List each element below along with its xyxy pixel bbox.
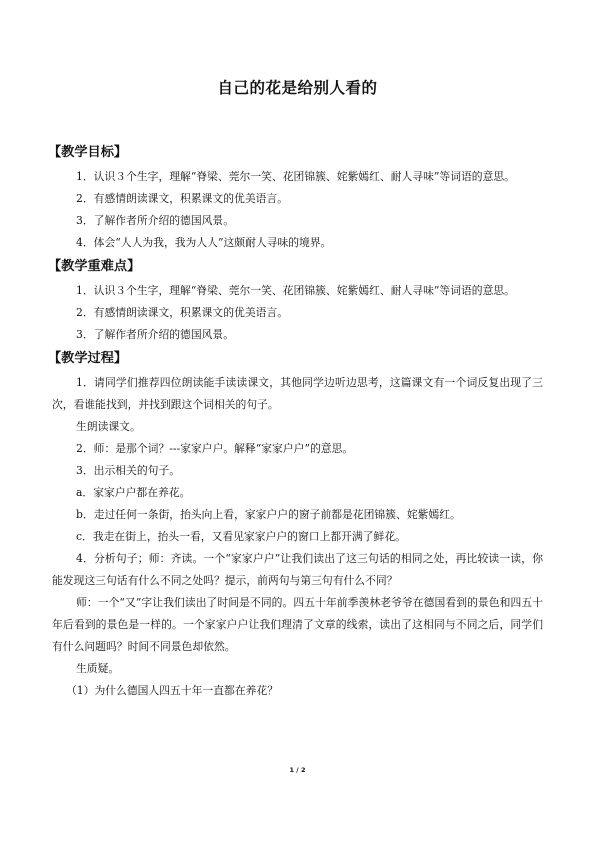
- paragraph: 生质疑。: [76, 662, 120, 675]
- paragraph: 2．有感情朗读课文，积累课文的优美语言。: [76, 306, 289, 319]
- paragraph: 4．分析句子；师：齐读。一个“家家户户”让我们读出了这三句话的相同之处，再比较读一读，你能发现这三句话有什么不同之处吗？提示，前两句与第三句有什么不同？: [52, 552, 543, 587]
- paragraph: 生朗读课文。: [76, 420, 141, 433]
- paragraph: 3．出示相关的句子。: [76, 464, 181, 477]
- paragraph: b．走过任何一条街，抬头向上看，家家户户的窗子前都是花团锦簇、姹紫嫣红。: [76, 508, 461, 521]
- page-title: 自己的花是给别人看的: [217, 79, 378, 97]
- paragraph: 2．有感情朗读课文，积累课文的优美语言。: [76, 192, 289, 205]
- paragraph: 1．请同学们推荐四位朗读能手读读课文，其他同学边听边思考，这篇课文有一个词反复出现了三次，看谁能找到，并找到跟这个词相关的句子。: [52, 376, 543, 411]
- paragraph: 1．认识３个生字，理解“脊梁、莞尔一笑、花团锦簇、姹紫嫣红、耐人寻味”等词语的意思。: [76, 170, 515, 183]
- paragraph: c．我走在街上，抬头一看，又看见家家户户的窗口上都开满了鲜花。: [76, 530, 406, 543]
- section-heading-process: 【教学过程】: [48, 351, 128, 366]
- paragraph: 1．认识３个生字，理解“脊梁、莞尔一笑、花团锦簇、姹紫嫣红、耐人寻味”等词语的意思。: [76, 284, 515, 297]
- paragraph: 3．了解作者所介绍的德国风景。: [76, 214, 235, 227]
- paragraph: 2．师：是那个词？---家家户户。解释“家家户户”的意思。: [76, 442, 354, 455]
- document-body: [48, 140, 543, 702]
- paragraph: （1）为什么德国人四五十年一直都在养花？: [66, 684, 279, 697]
- section-heading-keypoints: 【教学重难点】: [48, 259, 141, 274]
- section-heading-goals: 【教学目标】: [48, 145, 128, 160]
- paragraph: a．家家户户都在养花。: [76, 486, 191, 499]
- paragraph: 4．体会“人人为我，我为人人”这颇耐人寻味的境界。: [76, 236, 332, 249]
- paragraph: 3．了解作者所介绍的德国风景。: [76, 328, 235, 341]
- page-number: 1 / 2: [289, 766, 306, 774]
- paragraph: 师：一个“又”字让我们读出了时间是不同的。四五十年前季羡林老爷爷在德国看到的景色和四五十年后看到的景色是一样的。一个家家户户让我们理清了文章的线索，读出了这相同与不同之后，同学们有什么问题吗？时间不同景色却依然。: [52, 596, 543, 653]
